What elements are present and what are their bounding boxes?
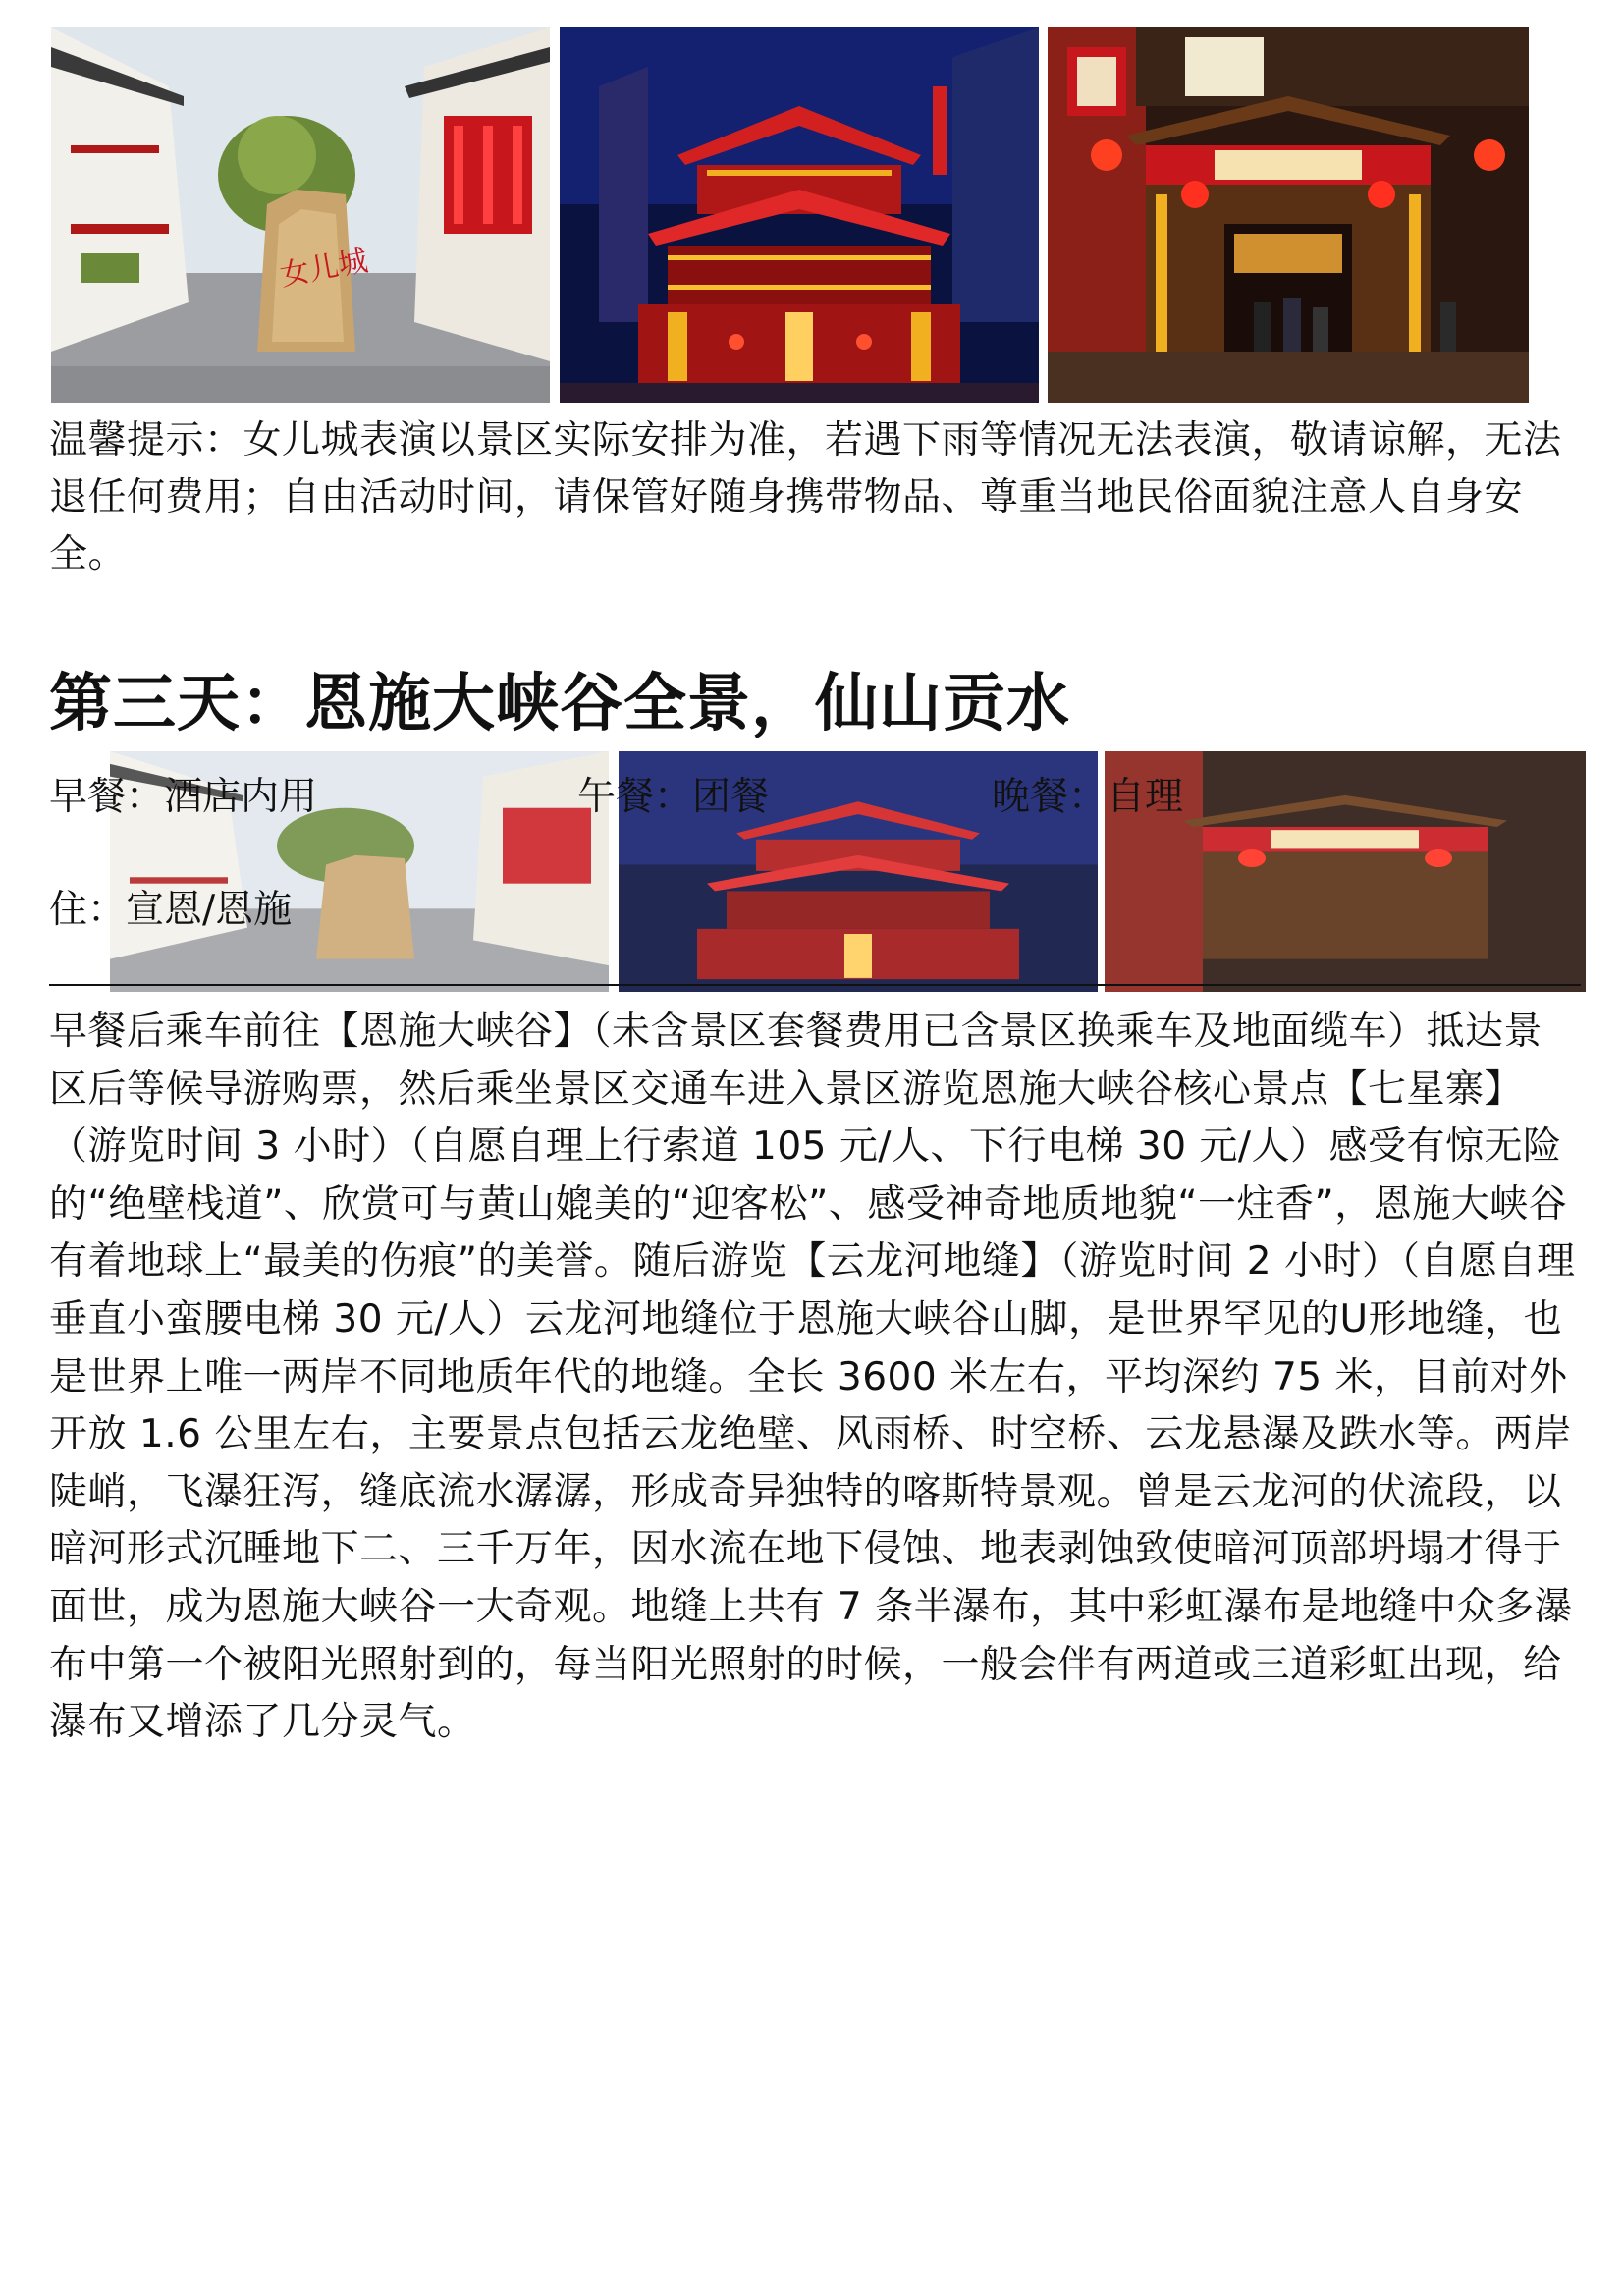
svg-text:女儿城: 女儿城 [277,244,371,294]
photo-street [51,27,550,403]
lunch-label: 午餐：团餐 [577,775,770,819]
day-heading: 第三天：恩施大峡谷全景，仙山贡水 [49,668,1070,740]
photo-storefront-night [1048,27,1529,403]
breakfast-label: 早餐：酒店内用 [49,775,318,819]
photo-pavilion-night [560,27,1039,403]
meals-row [49,766,1581,825]
stay-label: 住：宣恩/恩施 [49,888,293,932]
day-description: 早餐后乘车前往【恩施大峡谷】（未含景区套餐费用已含景区换乘车及地面缆车）抵达景区后等候导游购票，然后乘坐景区交通车进入景区游览恩施大峡谷核心景点【七星寨】（游览时间 3 小时）（自愿自理上行索道 105 元/人、下行电梯 30 元/人）感受有惊无险的“绝壁栈道”、欣赏可与黄山媲美的“迎客松”、感受神奇地质地貌“一炷香”，恩施大峡谷有着地球上“最美的伤痕”的美誉。随后游览【云龙河地缝】（游览时间 2 小时）（自愿自理垂直小蛮腰电梯 30 元/人）云龙河地缝位于恩施大峡谷山脚，是世界罕见的U形地缝，也是世界上唯一两岸不同地质年代的地缝。全长 3600 米左右，平均深约 75 米，目前对外开放 1.6 公里左右，主要景点包括云龙绝壁、风雨桥、时空桥、云龙悬瀑及跌水等。两岸陡峭，飞瀑狂泻，缝底流水潺潺，形成奇异独特的喀斯特景观。曾是云龙河的伏流段，以暗河形式沉睡地下二、三千万年，因水流在地下侵蚀、地表剥蚀致使暗河顶部坍塌才得于面世，成为恩施大峡谷一大奇观。地缝上共有 7 条半瀑布，其中彩虹瀑布是地缝中众多瀑布中第一个被阳光照射到的，每当阳光照射的时候，一般会伴有两道或三道彩虹出现，给瀑布又增添了几分灵气。 [49,1010,1576,1745]
divider [49,984,1581,986]
tip-paragraph: 温馨提示：女儿城表演以景区实际安排为准，若遇下雨等情况无法表演，敬请谅解，无法退任何费用；自由活动时间，请保管好随身携带物品、尊重当地民俗面貌注意人自身安全。 [49,418,1562,576]
dinner-label: 晚餐：自理 [992,775,1184,819]
